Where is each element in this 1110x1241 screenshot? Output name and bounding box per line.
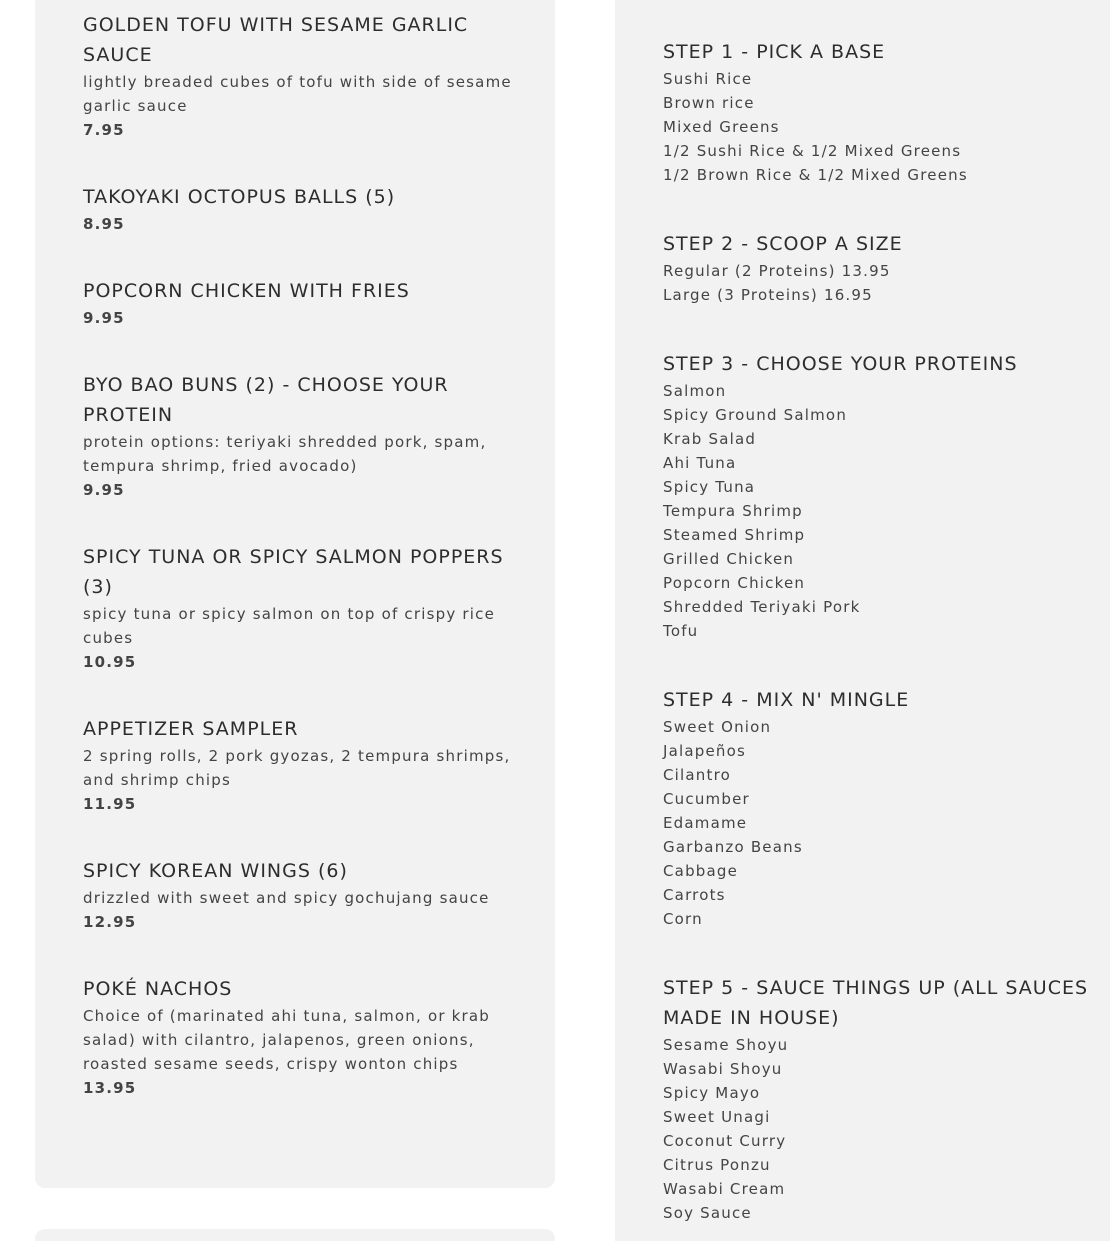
item-title: POPCORN CHICKEN WITH FRIES: [83, 280, 410, 302]
option-item: Large (3 Proteins) 16.95: [663, 286, 873, 304]
item-description: protein options: teriyaki shredded pork, spam, tempura shrimp, fried avocado): [83, 433, 487, 475]
option-item: Cilantro: [663, 766, 732, 784]
option-item: Carrots: [663, 886, 726, 904]
item-description: spicy tuna or spicy salmon on top of crispy rice cubes: [83, 605, 495, 647]
item-title: POKÉ NACHOS: [83, 978, 233, 1000]
menu-item: [83, 856, 513, 934]
menu-item: [83, 276, 513, 330]
option-item: Citrus Ponzu: [663, 1156, 771, 1174]
option-list: [663, 1033, 1103, 1225]
item-title: SPICY TUNA OR SPICY SALMON POPPERS (3): [83, 546, 504, 598]
option-item: Sweet Unagi: [663, 1108, 771, 1126]
option-item: Wasabi Shoyu: [663, 1060, 783, 1078]
menu-item: [83, 542, 513, 674]
option-item: Jalapeños: [663, 742, 747, 760]
bowl-steps: [663, 37, 1103, 1241]
item-price: 9.95: [83, 481, 125, 499]
item-price: 7.95: [83, 121, 125, 139]
item-price: 11.95: [83, 795, 137, 813]
option-item: Sweet Onion: [663, 718, 772, 736]
option-item: 1/2 Brown Rice & 1/2 Mixed Greens: [663, 166, 968, 184]
step-1: [663, 37, 1103, 187]
option-item: Krab Salad: [663, 430, 757, 448]
item-title: GOLDEN TOFU WITH SESAME GARLIC SAUCE: [83, 14, 469, 66]
step-title: STEP 1 - PICK A BASE: [663, 41, 886, 63]
option-item: Garbanzo Beans: [663, 838, 803, 856]
option-item: Sesame Shoyu: [663, 1036, 789, 1054]
item-title: SPICY KOREAN WINGS (6): [83, 860, 348, 882]
item-title: TAKOYAKI OCTOPUS BALLS (5): [83, 186, 396, 208]
item-description: lightly breaded cubes of tofu with side of sesame garlic sauce: [83, 73, 512, 115]
next-card: [35, 1229, 555, 1241]
option-list: [663, 715, 1103, 931]
option-item: Corn: [663, 910, 703, 928]
option-item: Regular (2 Proteins) 13.95: [663, 262, 891, 280]
step-title: STEP 4 - MIX N' MINGLE: [663, 689, 910, 711]
step-title: STEP 5 - SAUCE THINGS UP (ALL SAUCES MADE IN HOUSE): [663, 977, 1089, 1029]
option-item: Edamame: [663, 814, 748, 832]
option-item: Ahi Tuna: [663, 454, 737, 472]
menu-item: [83, 714, 513, 816]
step-4: [663, 685, 1103, 931]
option-item: Tofu: [663, 622, 699, 640]
option-item: Popcorn Chicken: [663, 574, 806, 592]
step-5: [663, 973, 1103, 1225]
option-item: Grilled Chicken: [663, 550, 795, 568]
option-item: 1/2 Sushi Rice & 1/2 Mixed Greens: [663, 142, 962, 160]
step-3: [663, 349, 1103, 643]
item-price: 12.95: [83, 913, 137, 931]
option-item: Spicy Tuna: [663, 478, 756, 496]
option-item: Soy Sauce: [663, 1204, 752, 1222]
step-2: [663, 229, 1103, 307]
menu-item: [83, 182, 513, 236]
item-title: APPETIZER SAMPLER: [83, 718, 299, 740]
option-item: Shredded Teriyaki Pork: [663, 598, 861, 616]
option-item: Steamed Shrimp: [663, 526, 806, 544]
option-item: Cucumber: [663, 790, 750, 808]
option-item: Spicy Mayo: [663, 1084, 761, 1102]
menu-item: [83, 370, 513, 502]
item-price: 13.95: [83, 1079, 137, 1097]
option-item: Mixed Greens: [663, 118, 780, 136]
option-list: [663, 259, 1103, 307]
option-item: Wasabi Cream: [663, 1180, 786, 1198]
item-price: 9.95: [83, 309, 125, 327]
item-description: 2 spring rolls, 2 pork gyozas, 2 tempura shrimps, and shrimp chips: [83, 747, 511, 789]
item-price: 8.95: [83, 215, 125, 233]
item-price: 10.95: [83, 653, 137, 671]
menu-item: [83, 974, 513, 1100]
option-item: Brown rice: [663, 94, 755, 112]
option-list: [663, 67, 1103, 187]
menu-item: [83, 10, 513, 142]
option-item: Salmon: [663, 382, 727, 400]
item-description: Choice of (marinated ahi tuna, salmon, or krab salad) with cilantro, jalapenos, green onions, roasted sesame seeds, crispy wonton chips: [83, 1007, 491, 1073]
option-list: [663, 379, 1103, 643]
option-item: Sushi Rice: [663, 70, 753, 88]
option-item: Tempura Shrimp: [663, 502, 803, 520]
step-title: STEP 3 - CHOOSE YOUR PROTEINS: [663, 353, 1018, 375]
step-title: STEP 2 - SCOOP A SIZE: [663, 233, 903, 255]
item-title: BYO BAO BUNS (2) - CHOOSE YOUR PROTEIN: [83, 374, 449, 426]
option-item: Spicy Ground Salmon: [663, 406, 848, 424]
appetizer-list: [83, 10, 513, 1140]
option-item: Coconut Curry: [663, 1132, 787, 1150]
item-description: drizzled with sweet and spicy gochujang sauce: [83, 889, 490, 907]
option-item: Cabbage: [663, 862, 739, 880]
